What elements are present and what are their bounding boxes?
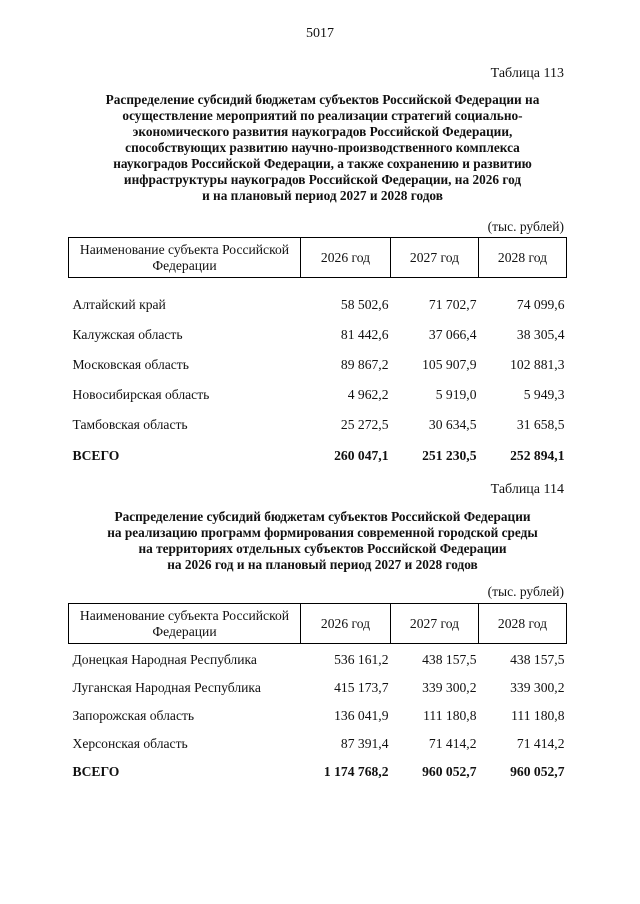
column-header-2026: 2026 год xyxy=(301,238,391,278)
value-2026: 58 502,6 xyxy=(340,296,389,312)
region-name: Тамбовская область xyxy=(72,416,188,432)
column-header-2028: 2028 год xyxy=(479,604,567,644)
table-113-units: (тыс. рублей) xyxy=(487,219,564,234)
value-2028: 111 180,8 xyxy=(511,707,565,723)
title-line: на 2026 год и на плановый период 2027 и 2028 годов xyxy=(167,557,478,572)
region-name: Новосибирская область xyxy=(72,386,210,402)
column-header-2027: 2027 год xyxy=(391,604,479,644)
title-line: Распределение субсидий бюджетам субъектов Российской Федерации на xyxy=(105,92,540,107)
title-line: Распределение субсидий бюджетам субъектов Российской Федерации xyxy=(114,509,531,524)
value-2026: 4 962,2 xyxy=(347,386,389,402)
table-header-row xyxy=(69,604,567,644)
table-114 xyxy=(68,603,567,786)
title-line: и на плановый период 2027 и 2028 годов xyxy=(202,188,443,203)
value-2026: 81 442,6 xyxy=(340,326,389,342)
value-2026: 415 173,7 xyxy=(334,679,389,695)
total-label: ВСЕГО xyxy=(72,763,120,779)
total-2026: 260 047,1 xyxy=(334,447,389,463)
region-name: Московская область xyxy=(72,356,189,372)
value-2027: 71 702,7 xyxy=(428,296,477,312)
value-2027: 71 414,2 xyxy=(428,735,477,751)
page-number: 5017 xyxy=(306,26,334,41)
total-row xyxy=(69,440,567,472)
table-113-title xyxy=(60,92,585,204)
region-name: Донецкая Народная Республика xyxy=(72,651,257,667)
table-header-row xyxy=(69,238,567,278)
column-header-region: Наименование субъекта Российской Федерации xyxy=(69,604,301,644)
value-2028: 339 300,2 xyxy=(510,679,565,695)
table-113-caption: Таблица 113 xyxy=(490,66,564,81)
region-name: Калужская область xyxy=(72,326,183,342)
column-header-2026: 2026 год xyxy=(301,604,391,644)
column-header-region: Наименование субъекта Российской Федерации xyxy=(69,238,301,278)
table-row xyxy=(69,320,567,350)
table-row xyxy=(69,646,567,674)
value-2027: 37 066,4 xyxy=(428,326,477,342)
value-2027: 105 907,9 xyxy=(422,356,477,372)
total-row xyxy=(69,758,567,786)
region-name: Запорожская область xyxy=(72,707,195,723)
total-2027: 960 052,7 xyxy=(422,763,477,779)
title-line: способствующих развитию научно-производственного комплекса xyxy=(125,140,520,155)
table-113 xyxy=(68,237,567,472)
value-2026: 87 391,4 xyxy=(340,735,389,751)
title-line: осуществление мероприятий по реализации стратегий социально- xyxy=(122,108,523,123)
total-2028: 252 894,1 xyxy=(510,447,565,463)
title-line: на реализацию программ формирования современной городской среды xyxy=(107,525,538,540)
value-2027: 111 180,8 xyxy=(423,707,477,723)
title-line: инфраструктуры наукоградов Российской Федерации, на 2026 год xyxy=(123,172,522,187)
total-2026: 1 174 768,2 xyxy=(323,763,389,779)
region-name: Алтайский край xyxy=(72,296,166,312)
value-2027: 339 300,2 xyxy=(422,679,477,695)
region-name: Херсонская область xyxy=(72,735,188,751)
table-row xyxy=(69,350,567,380)
title-line: экономического развития наукоградов Российской Федерации, xyxy=(132,124,513,139)
value-2028: 38 305,4 xyxy=(516,326,565,342)
value-2027: 5 919,0 xyxy=(435,386,477,402)
table-row xyxy=(69,702,567,730)
table-row xyxy=(69,290,567,320)
table-114-title xyxy=(60,509,585,573)
title-line: наукоградов Российской Федерации, а также сохранению и развитию xyxy=(113,156,532,171)
table-row xyxy=(69,674,567,702)
column-header-2028: 2028 год xyxy=(479,238,567,278)
total-label: ВСЕГО xyxy=(72,447,120,463)
table-row xyxy=(69,380,567,410)
value-2028: 438 157,5 xyxy=(510,651,565,667)
value-2028: 102 881,3 xyxy=(510,356,565,372)
total-2027: 251 230,5 xyxy=(422,447,477,463)
table-114-caption: Таблица 114 xyxy=(490,482,564,497)
table-114-units: (тыс. рублей) xyxy=(487,584,564,599)
region-name: Луганская Народная Республика xyxy=(72,679,261,695)
value-2028: 5 949,3 xyxy=(523,386,565,402)
total-2028: 960 052,7 xyxy=(510,763,565,779)
table-row xyxy=(69,730,567,758)
value-2026: 89 867,2 xyxy=(340,356,389,372)
value-2026: 536 161,2 xyxy=(334,651,389,667)
title-line: на территориях отдельных субъектов Российской Федерации xyxy=(138,541,507,556)
value-2027: 30 634,5 xyxy=(428,416,477,432)
column-header-2027: 2027 год xyxy=(391,238,479,278)
table-row xyxy=(69,410,567,440)
value-2028: 31 658,5 xyxy=(516,416,565,432)
value-2028: 71 414,2 xyxy=(516,735,565,751)
value-2026: 25 272,5 xyxy=(340,416,389,432)
value-2027: 438 157,5 xyxy=(422,651,477,667)
value-2026: 136 041,9 xyxy=(334,707,389,723)
value-2028: 74 099,6 xyxy=(516,296,565,312)
